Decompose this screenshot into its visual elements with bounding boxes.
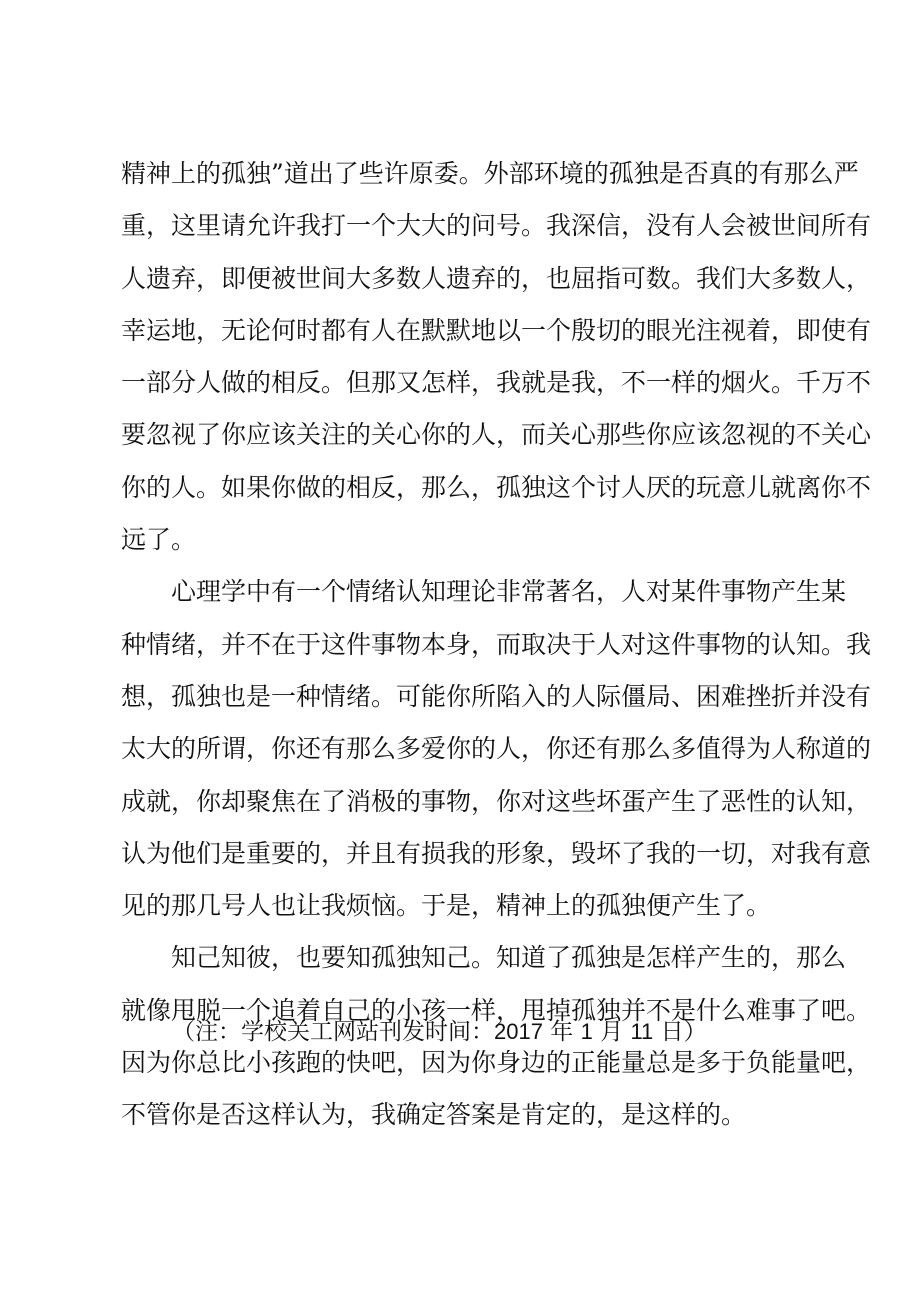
note-year-unit: 年 <box>542 1019 581 1045</box>
text-line: 一部分人做的相反。但那又怎样，我就是我，不一样的烟火。千万不 <box>121 368 872 398</box>
text-line: 就像甩脱一个追着自己的小孩一样，甩掉孤独并不是什么难事了吧。 <box>121 995 872 1025</box>
note-day: 11 <box>630 1019 654 1044</box>
text-line: 太大的所谓，你还有那么多爱你的人，你还有那么多值得为人称道的 <box>121 734 872 764</box>
text-line: 重，这里请允许我打一个大大的问号。我深信，没有人会被世间所有 <box>121 211 872 241</box>
text-line: 想，孤独也是一种情绪。可能你所陷入的人际僵局、困难挫折并没有 <box>121 681 872 711</box>
note-prefix: （注：学校关工网站刊发时间： <box>172 1019 494 1045</box>
text-line: 远了。 <box>121 525 197 555</box>
publication-note <box>172 1012 707 1052</box>
paragraph-first-line: 心理学中有一个情绪认知理论非常著名，人对某件事物产生某 <box>171 577 847 607</box>
text-line: 你的人。如果你做的相反，那么，孤独这个讨人厌的玩意儿就离你不 <box>121 472 872 502</box>
text-line: 见的那几号人也让我烦恼。于是，精神上的孤独便产生了。 <box>121 891 772 921</box>
text-line: 幸运地，无论何时都有人在默默地以一个殷切的眼光注视着，即使有 <box>121 315 872 345</box>
text-line: 认为他们是重要的，并且有损我的形象，毁坏了我的一切，对我有意 <box>121 838 872 868</box>
note-year: 2017 <box>494 1019 543 1044</box>
article-body <box>121 148 872 1142</box>
note-month-unit: 月 <box>592 1019 631 1045</box>
text-line: 不管你是否这样认为，我确定答案是肯定的，是这样的。 <box>121 1100 747 1130</box>
paragraph-first-line: 知己知彼，也要知孤独知己。知道了孤独是怎样产生的，那么 <box>171 943 847 973</box>
text-line: 因为你总比小孩跑的快吧，因为你身边的正能量总是多于负能量吧， <box>121 1048 872 1078</box>
note-month: 1 <box>580 1019 593 1044</box>
note-day-unit: 日） <box>653 1019 707 1045</box>
text-line: 精神上的孤独”道出了些许原委。外部环境的孤独是否真的有那么严 <box>121 159 859 188</box>
text-line: 成就，你却聚焦在了消极的事物，你对这些坏蛋产生了恶性的认知， <box>121 786 872 816</box>
text-line: 种情绪，并不在于这件事物本身，而取决于人对这件事物的认知。我 <box>121 629 872 659</box>
text-line: 要忽视了你应该关注的关心你的人，而关心那些你应该忽视的不关心 <box>121 420 872 450</box>
text-line: 人遗弃，即便被世间大多数人遗弃的，也屈指可数。我们大多数人， <box>121 263 872 293</box>
